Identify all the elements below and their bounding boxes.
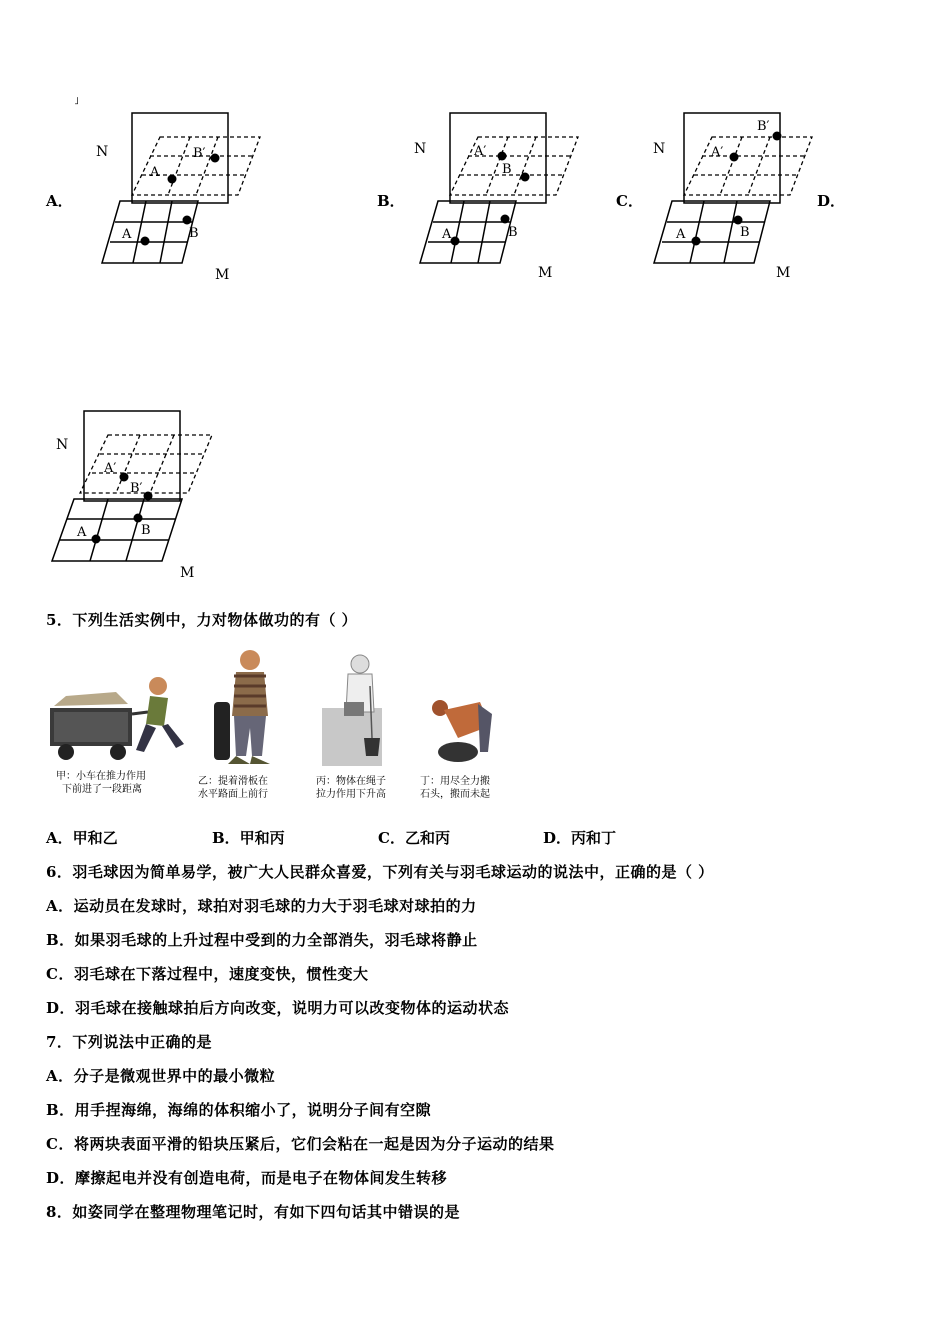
label-m: M bbox=[180, 565, 195, 581]
label-a-img: A bbox=[150, 165, 160, 180]
label-a: A bbox=[442, 227, 452, 242]
option-d-label: D． bbox=[817, 192, 846, 210]
point-b-dot bbox=[134, 514, 143, 523]
stray-mark: ˩ bbox=[74, 96, 79, 107]
label-m: M bbox=[776, 265, 791, 281]
q7-option-a: A．分子是微观世界中的最小微粒 bbox=[46, 1067, 276, 1085]
label-b-img: B′ bbox=[130, 481, 143, 496]
label-n: N bbox=[653, 141, 666, 157]
label-a: A bbox=[122, 227, 132, 242]
image-a-dot bbox=[730, 153, 739, 162]
label-a-img: A′ bbox=[711, 145, 724, 160]
q5-option-a: A．甲和乙 bbox=[46, 829, 118, 847]
image-b-dot bbox=[144, 492, 153, 501]
caption-jia-line2: 下前进了一段距离 bbox=[62, 784, 142, 795]
label-b-img: B′ bbox=[757, 119, 770, 134]
q8-question: 8．如姿同学在整理物理笔记时，有如下四句话其中错误的是 bbox=[46, 1203, 460, 1221]
q7-option-b: B．用手捏海绵，海绵的体积缩小了，说明分子间有空隙 bbox=[46, 1101, 432, 1119]
caption-bing-line2: 拉力作用下升高 bbox=[316, 789, 386, 800]
caption-jia-line1: 甲：小车在推力作用 bbox=[56, 771, 146, 782]
label-m: M bbox=[215, 267, 230, 283]
q6-option-b: B．如果羽毛球的上升过程中受到的力全部消失，羽毛球将静止 bbox=[46, 931, 478, 949]
q6-question: 6．羽毛球因为简单易学，被广大人民群众喜爱，下列有关与羽毛球运动的说法中，正确的是（ ） bbox=[46, 863, 714, 881]
q7-option-d: D．摩擦起电并没有创造电荷，而是电子在物体间发生转移 bbox=[46, 1169, 448, 1187]
mirror-diagram-a bbox=[90, 105, 270, 285]
picture-bing bbox=[312, 646, 412, 806]
lifting-object-illustration bbox=[312, 646, 412, 771]
q6-option-d: D．羽毛球在接触球拍后方向改变，说明力可以改变物体的运动状态 bbox=[46, 999, 510, 1017]
label-a-img: A′ bbox=[474, 144, 487, 159]
carrying-board-illustration bbox=[192, 646, 302, 771]
label-b-img: B′ bbox=[193, 146, 206, 161]
q5-option-d: D．丙和丁 bbox=[543, 829, 617, 847]
image-b-dot bbox=[521, 173, 530, 182]
caption-ding-line1: 丁：用尽全力搬 bbox=[420, 776, 490, 787]
virtual-grid bbox=[684, 137, 812, 195]
q6-option-a: A．运动员在发球时，球拍对羽毛球的力大于羽毛球对球拍的力 bbox=[46, 897, 477, 915]
picture-jia bbox=[46, 646, 196, 806]
point-a-dot bbox=[451, 237, 460, 246]
label-b: B bbox=[189, 226, 199, 241]
floor-grid bbox=[52, 499, 182, 561]
virtual-grid bbox=[450, 137, 578, 195]
caption-yi-line1: 乙：提着滑板在 bbox=[198, 776, 268, 787]
image-b-dot bbox=[211, 154, 220, 163]
q6-option-c: C．羽毛球在下落过程中，速度变快，惯性变大 bbox=[46, 965, 369, 983]
point-b-dot bbox=[183, 216, 192, 225]
image-a-dot bbox=[120, 473, 129, 482]
caption-ding-line2: 石头，搬而未起 bbox=[420, 789, 490, 800]
mirror-diagram-b bbox=[408, 105, 588, 285]
image-a-dot bbox=[498, 152, 507, 161]
mirror-diagram-d bbox=[42, 403, 222, 583]
option-a-label: A． bbox=[46, 192, 73, 210]
option-b-label: B． bbox=[377, 192, 405, 210]
cart-push-illustration bbox=[46, 646, 196, 766]
picture-ding bbox=[418, 646, 518, 806]
point-a-dot bbox=[141, 237, 150, 246]
label-n: N bbox=[414, 141, 427, 157]
label-n: N bbox=[56, 437, 69, 453]
label-b: B bbox=[508, 225, 518, 240]
point-b-dot bbox=[734, 216, 743, 225]
q5-option-c: C．乙和丙 bbox=[378, 829, 450, 847]
q5-option-b: B．甲和丙 bbox=[212, 829, 285, 847]
image-b-dot bbox=[773, 132, 782, 141]
point-b-dot bbox=[501, 215, 510, 224]
point-a-dot bbox=[692, 237, 701, 246]
picture-yi bbox=[192, 646, 302, 806]
image-a-dot bbox=[168, 175, 177, 184]
q7-question: 7．下列说法中正确的是 bbox=[46, 1033, 212, 1051]
floor-grid bbox=[420, 201, 516, 263]
label-m: M bbox=[538, 265, 553, 281]
label-b-img: B bbox=[502, 162, 512, 177]
mirror-diagram-c bbox=[642, 105, 822, 285]
caption-bing-line1: 丙：物体在绳子 bbox=[316, 776, 386, 787]
label-a: A bbox=[676, 227, 686, 242]
option-c-label: C． bbox=[616, 192, 643, 210]
label-b: B bbox=[740, 225, 750, 240]
q7-option-c: C．将两块表面平滑的铅块压紧后，它们会粘在一起是因为分子运动的结果 bbox=[46, 1135, 555, 1153]
lifting-stone-illustration bbox=[418, 646, 518, 771]
virtual-grid bbox=[80, 435, 212, 493]
label-n: N bbox=[96, 144, 109, 160]
floor-grid bbox=[102, 201, 198, 263]
point-a-dot bbox=[92, 535, 101, 544]
label-a: A bbox=[77, 525, 87, 540]
label-b: B bbox=[141, 523, 151, 538]
floor-grid bbox=[654, 201, 770, 263]
q5-question: 5．下列生活实例中，力对物体做功的有（ ） bbox=[46, 611, 358, 629]
caption-yi-line2: 水平路面上前行 bbox=[198, 789, 268, 800]
label-a-img: A′ bbox=[104, 461, 117, 476]
